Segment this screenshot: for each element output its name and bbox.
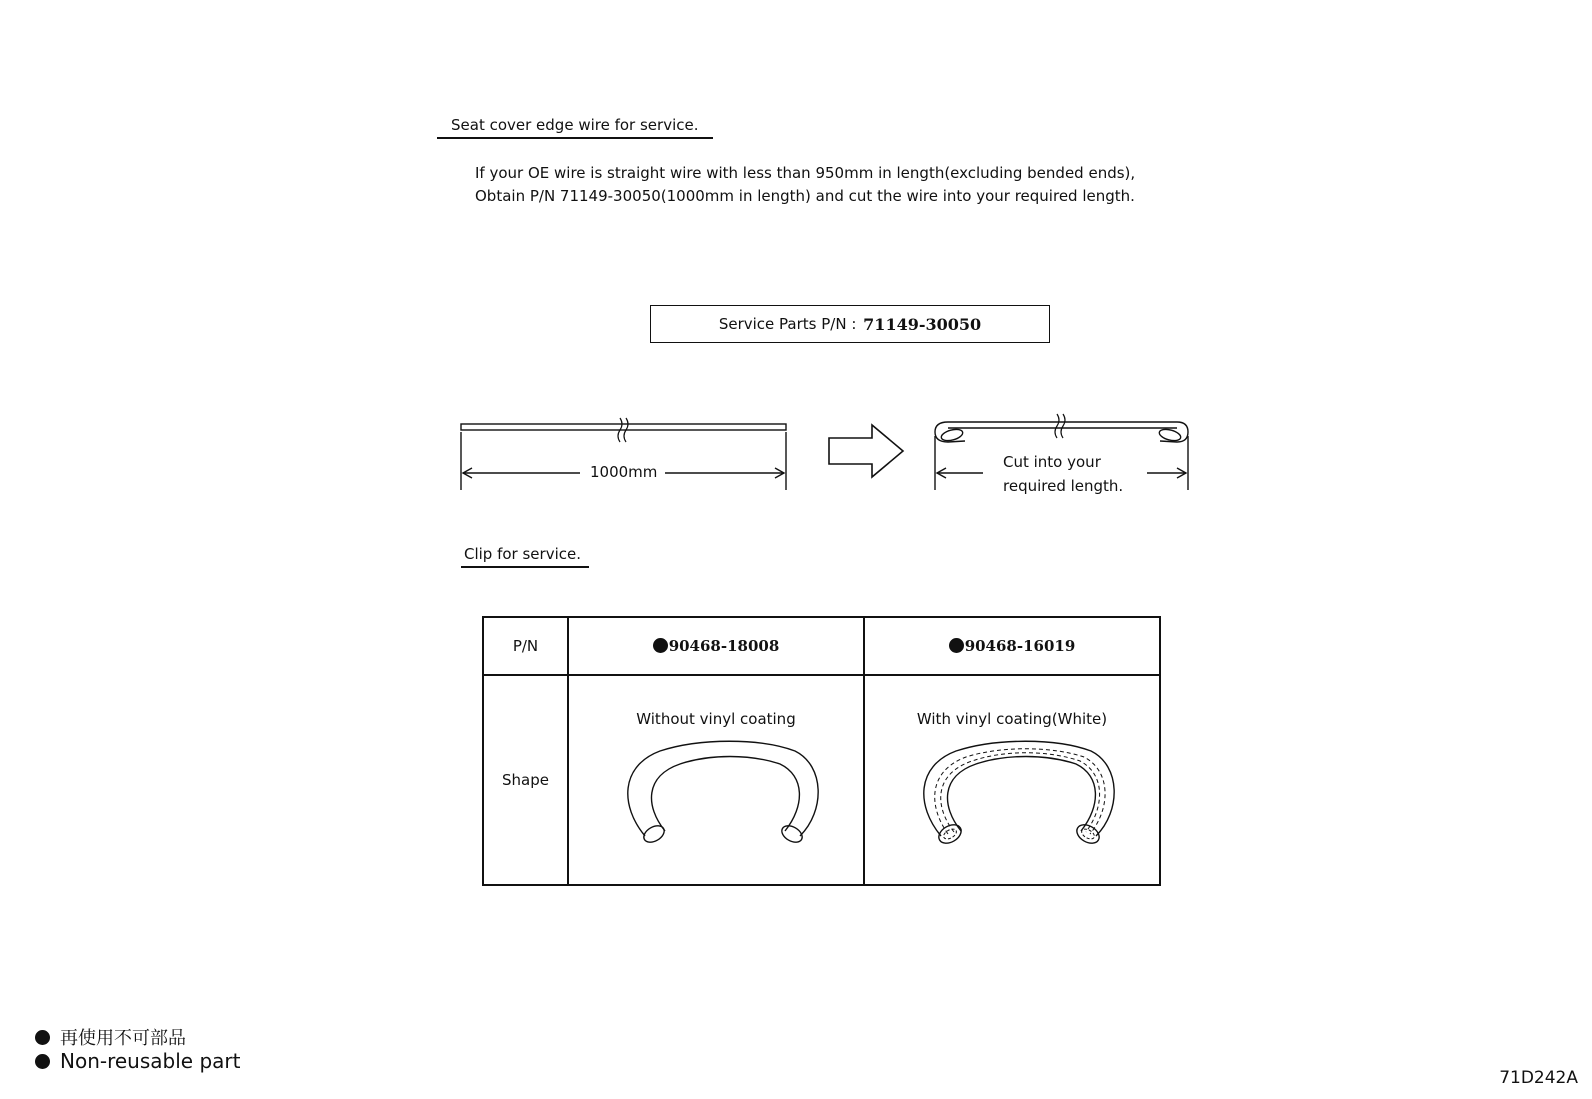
non-reusable-dot-icon	[653, 638, 668, 653]
clip-uncoated-icon	[610, 736, 830, 856]
clip-2-shape-cell	[864, 675, 1160, 885]
legend-japanese-text: 再使用不可部品	[60, 1028, 186, 1049]
legend-japanese	[35, 1024, 186, 1050]
service-parts-number: 71149-30050	[863, 314, 982, 334]
non-reusable-dot-icon	[949, 638, 964, 653]
clip-1-description: Without vinyl coating	[636, 710, 796, 728]
clip-table	[482, 616, 1161, 886]
pn-header-cell	[483, 617, 568, 675]
non-reusable-dot-icon	[35, 1030, 50, 1045]
clip-1-part-number: 90468-18008	[668, 637, 780, 655]
cut-instruction-line-1: Cut into your	[1003, 453, 1101, 471]
straight-wire	[461, 424, 786, 430]
non-reusable-dot-icon	[35, 1054, 50, 1069]
legend-english-text: Non-reusable part	[60, 1049, 241, 1073]
wire-section-heading: Seat cover edge wire for service.	[437, 116, 713, 139]
clip-coated-icon	[906, 736, 1126, 856]
legend-english	[35, 1049, 240, 1073]
shape-header-cell	[483, 675, 568, 885]
wire-length-label: 1000mm	[590, 463, 658, 481]
shape-header-label: Shape	[502, 771, 549, 789]
table-row	[483, 617, 1160, 675]
clip-2-description: With vinyl coating(White)	[916, 710, 1108, 728]
service-parts-label: Service Parts P/N :	[718, 315, 857, 333]
clip-section-heading: Clip for service.	[461, 545, 589, 568]
arrow-icon	[829, 425, 903, 477]
bent-wire-break-mark	[1055, 414, 1065, 438]
clip-1-pn-cell	[568, 617, 864, 675]
wire-instruction-line-1: If your OE wire is straight wire with less than 950mm in length(excluding bended ends),	[475, 164, 1136, 182]
clip-2-part-number: 90468-16019	[964, 637, 1076, 655]
table-row	[483, 675, 1160, 885]
clip-2-pn-cell	[864, 617, 1160, 675]
cut-instruction-line-2: required length.	[1003, 477, 1124, 495]
wire-instruction-line-2: Obtain P/N 71149-30050(1000mm in length) and cut the wire into your required length.	[475, 187, 1135, 205]
figure-code: 71D242A	[1499, 1068, 1578, 1088]
clip-1-shape-cell	[568, 675, 864, 885]
pn-header-label: P/N	[512, 637, 539, 655]
